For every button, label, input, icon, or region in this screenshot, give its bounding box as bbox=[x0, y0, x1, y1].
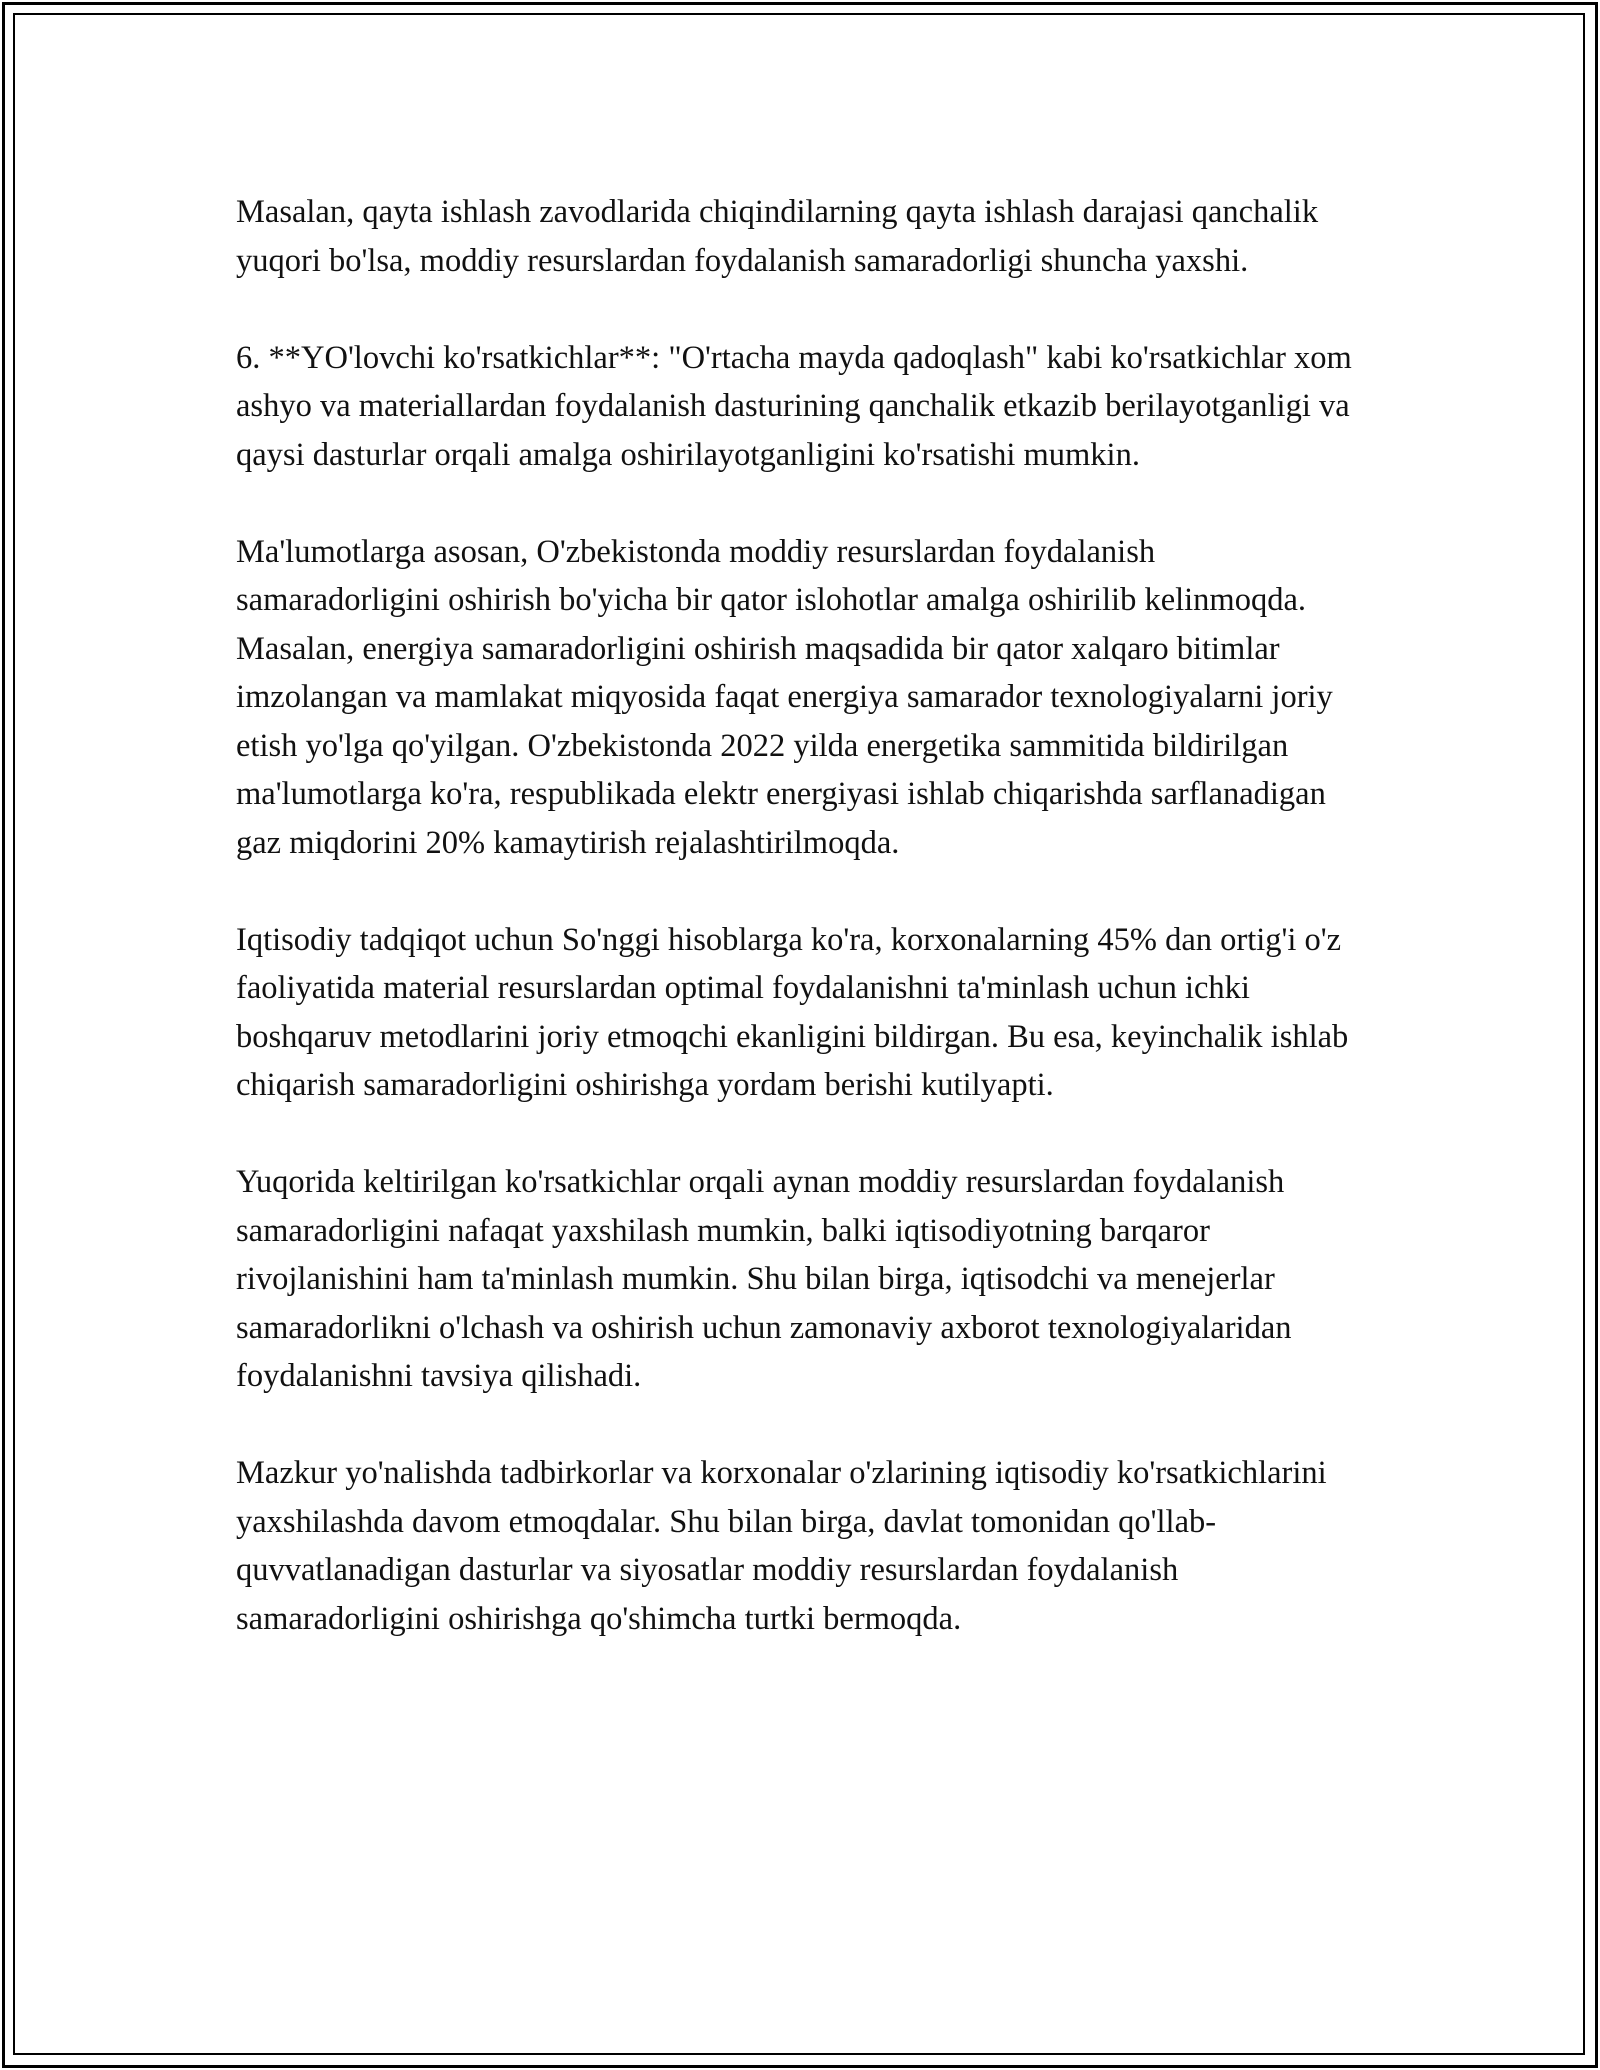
paragraph-2: 6. **YO'lovchi ko'rsatkichlar**: "O'rtacha mayda qadoqlash" kabi ko'rsatkichlar xom ashyo va materiallardan foydalanish dasturining qanchalik etkazib berilayotganligi va qaysi dasturlar orqali amalga oshirilayotganligini ko'rsatishi mumkin. bbox=[236, 339, 1352, 473]
paragraph-6: Mazkur yo'nalishda tadbirkorlar va korxonalar o'zlarining iqtisodiy ko'rsatkichlarini yaxshilashda davom etmoqdalar. Shu bilan birga, davlat tomonidan qo'llab-quvvatlanadigan dasturlar va siyosatlar moddiy resurslardan foydalanish samaradorligini oshirishga qo'shimcha turtki bermoqda. bbox=[236, 1455, 1327, 1637]
paragraph-3: Ma'lumotlarga asosan, O'zbekistonda moddiy resurslardan foydalanish samaradorligini oshirish bo'yicha bir qator islohotlar amalga oshirilib kelinmoqda. Masalan, energiya samaradorligini oshirish maqsadida bir qator xalqaro bitimlar imzolangan va mamlakat miqyosida faqat energiya samarador texnologiyalarni joriy etish yo'lga qo'yilgan. O'zbekistonda 2022 yilda energetika sammitida bildirilgan ma'lumotlarga ko'ra, respublikada elektr energiyasi ishlab chiqarishda sarflanadigan gaz miqdorini 20% kamaytirish rejalashtirilmoqda. bbox=[236, 533, 1333, 861]
paragraph-1: Masalan, qayta ishlash zavodlarida chiqindilarning qayta ishlash darajasi qanchalik yuqori bo'lsa, moddiy resurslardan foydalanish samaradorligi shuncha yaxshi. bbox=[236, 194, 1319, 279]
paragraph-5: Yuqorida keltirilgan ko'rsatkichlar orqali aynan moddiy resurslardan foydalanish samaradorligini nafaqat yaxshilash mumkin, balki iqtisodiyotning barqaror rivojlanishini ham ta'minlash mumkin. Shu bilan birga, iqtisodchi va menejerlar samaradorlikni o'lchash va oshirish uchun zamonaviy axborot texnologiyalaridan foydalanishni tavsiya qilishadi. bbox=[236, 1164, 1292, 1394]
paragraph-4: Iqtisodiy tadqiqot uchun So'nggi hisoblarga ko'ra, korxonalarning 45% dan ortig'i o'z faoliyatida material resurslardan optimal foydalanishni ta'minlash uchun ichki boshqaruv metodlarini joriy etmoqchi ekanligini bildirgan. Bu esa, keyinchalik ishlab chiqarish samaradorligini oshirishga yordam berishi kutilyapti. bbox=[236, 921, 1349, 1103]
document-body bbox=[236, 188, 1366, 1643]
